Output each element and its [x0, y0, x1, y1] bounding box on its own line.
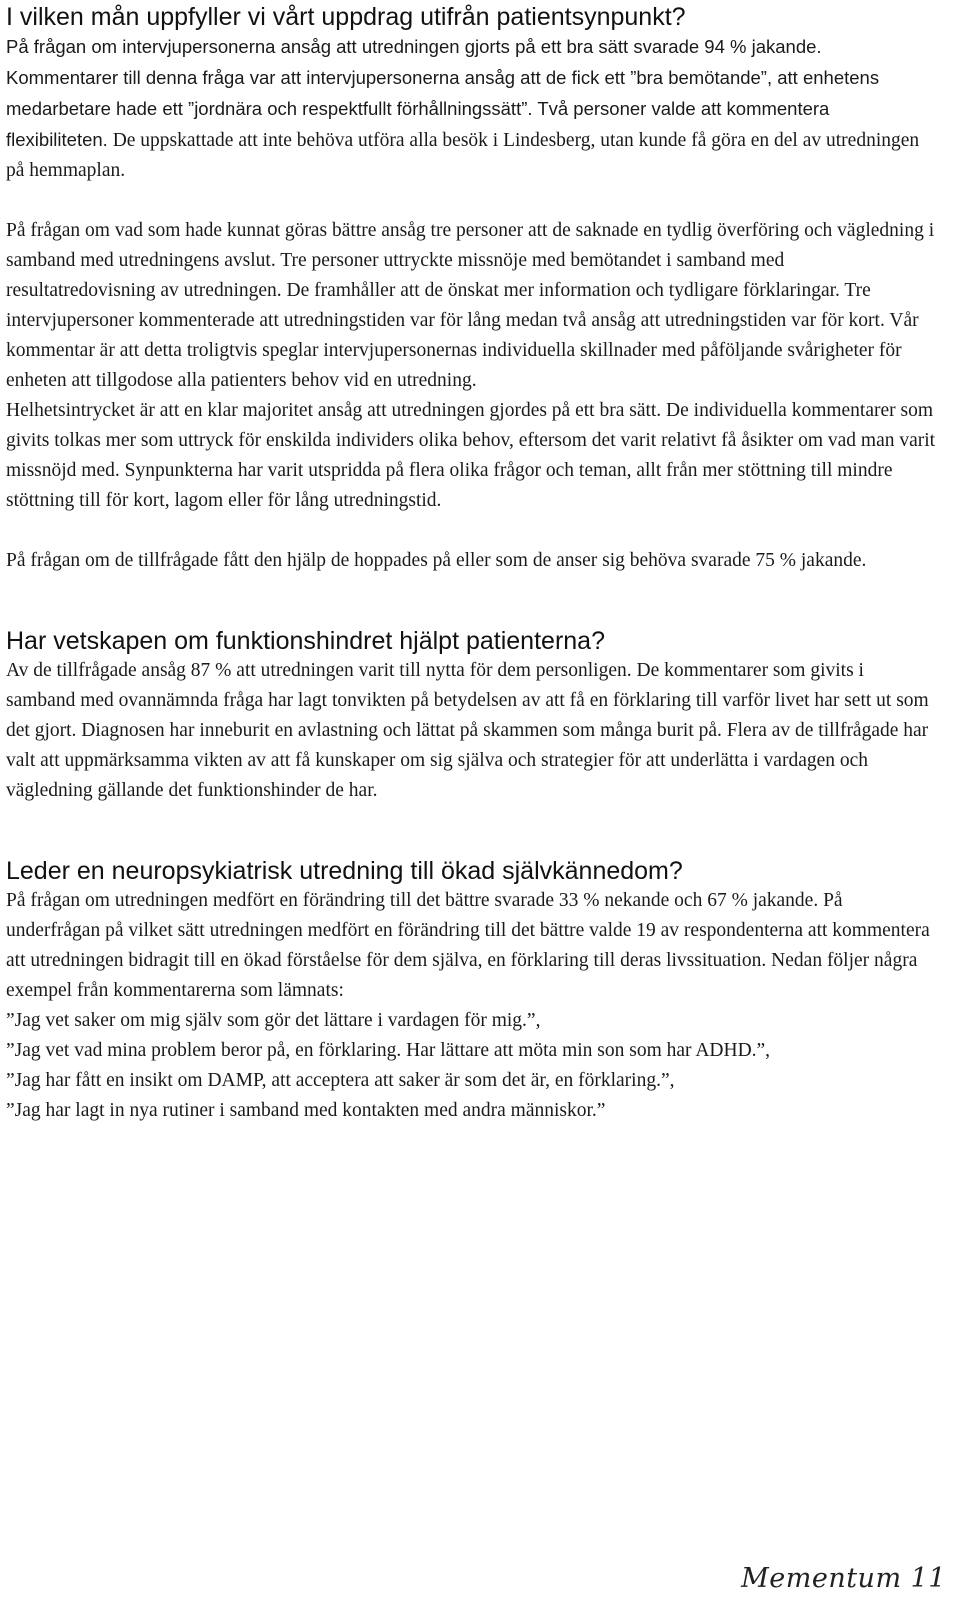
- page-number: 11: [910, 1563, 946, 1594]
- section-heading: Har vetskapen om funktionshindret hjälpt patienterna?: [6, 627, 605, 655]
- page-footer: [741, 1563, 946, 1594]
- paragraph: Av de tillfrågade ansåg 87 % att utredningen varit till nytta för dem personligen. De kommentarer som givits i samband med ovannämnda fråga har lagt tonvikten på betydelsen av att få en förklaring till varför livet har sett ut som det gjort. Diagnosen har inneburit en avlastning och lättat på skammen som många burit på. Flera av de tillfrågade har valt att uppmärksamma vikten av att få kunskaper om sig själva och strategier för att underlätta i vardagen och vägledning gällande det funktionshinder de har.: [6, 660, 929, 801]
- section-heading: I vilken mån uppfyller vi vårt uppdrag utifrån patientsynpunkt?: [6, 3, 686, 31]
- paragraph: På frågan om de tillfrågade fått den hjälp de hoppades på eller som de anser sig behöva svarade 75 % jakande.: [6, 550, 867, 571]
- quote-line: ”Jag vet saker om mig själv som gör det lättare i vardagen för mig.”,: [6, 1010, 541, 1031]
- section-self-knowledge: [6, 856, 936, 1126]
- quote-line: ”Jag vet vad mina problem beror på, en förklaring. Har lättare att möta min son som har ADHD.”,: [6, 1040, 771, 1061]
- quote-line: ”Jag har fått en insikt om DAMP, att acceptera att saker är som det är, en förklaring.”,: [6, 1070, 675, 1091]
- paragraph: Helhetsintrycket är att en klar majoritet ansåg att utredningen gjordes på ett bra sätt. De individuella kommentarer som givits tolkas mer som uttryck för enskilda individers olika behov, eftersom det varit relativt få åsikter om vad man varit missnöjd med. Synpunkterna har varit utspridda på flera olika frågor och teman, allt från mer stöttning till mindre stöttning till för kort, lagom eller för lång utredningstid.: [6, 400, 936, 511]
- paragraph: På frågan om utredningen medfört en förändring till det bättre svarade 33 % nekande och 67 % jakande. På underfrågan på vilket sätt utredningen medfört en förändring till det bättre valde 19 av respondenterna att kommentera att utredningen bidragit till en ökad förståelse för dem själva, en förklaring till deras livssituation. Nedan följer några exempel från kommentarerna som lämnats:: [6, 890, 930, 1001]
- section-patient-perspective: [6, 2, 936, 576]
- paragraph: [6, 32, 936, 186]
- paragraph-serif-run: De uppskattade att inte behöva utföra alla besök i Lindesberg, utan kunde få göra en del av utredningen på hemmaplan.: [6, 130, 920, 181]
- paragraph: På frågan om vad som hade kunnat göras bättre ansåg tre personer att de saknade en tydlig överföring och vägledning i samband med utredningens avslut. Tre personer uttryckte missnöje med bemötandet i samband med resultatredovisning av utredningen. De framhåller att de önskat mer information och tydligare förklaringar. Tre intervjupersoner kommenterade att utredningstiden var för lång medan två ansåg att utredningstiden var för kort. Vår kommentar är att detta troligtvis speglar intervjupersonernas individuella skillnader med påföljande svårigheter för enheten att tillgodose alla patienters behov vid en utredning.: [6, 220, 935, 391]
- section-knowledge-helped: [6, 626, 936, 806]
- paragraph-sans-run: På frågan om intervjupersonerna ansåg att utredningen gjorts på ett bra sätt svarade 94 % jakande. Kommentarer till denna fråga var att intervjupersonerna ansåg att de fick ett ”bra bemötande”, att enhetens medarbetare hade ett ”jordnära och respektfullt förhållningssätt”. Två personer valde att kommentera flexibiliteten.: [6, 36, 880, 150]
- quote-line: ”Jag har lagt in nya rutiner i samband med kontakten med andra människor.”: [6, 1100, 606, 1121]
- section-heading: Leder en neuropsykiatrisk utredning till ökad självkännedom?: [6, 857, 683, 885]
- footer-title: Mementum: [741, 1563, 902, 1594]
- document-page: [6, 0, 936, 1126]
